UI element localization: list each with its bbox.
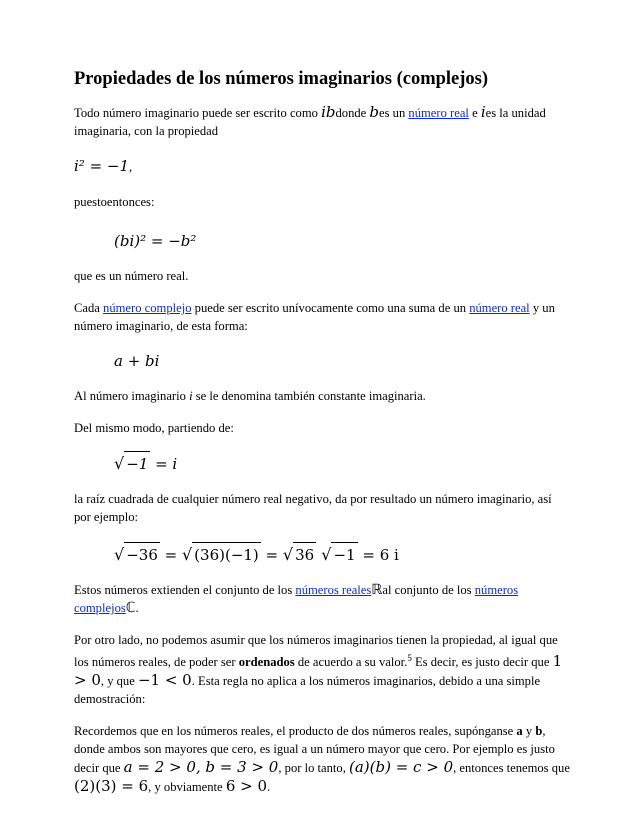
text: y — [522, 724, 536, 739]
text: Recordemos que en los números reales, el producto de dos números reales, supónganse — [74, 724, 517, 739]
equation-sqrt-minus-one — [74, 451, 570, 476]
equation-bi-squared — [74, 225, 570, 253]
text: puede ser escrito unívocamente como una suma de un — [191, 301, 470, 315]
italic-i: i — [189, 389, 193, 403]
math-inline: (a)(b) = c > 0 — [349, 758, 454, 777]
link-numeros-reales[interactable]: números reales — [295, 583, 372, 597]
math-eq: = i — [150, 455, 178, 473]
text: Por otro lado, no podemos asumir que los números imaginarios tienen la propiedad, al igual que los números reales, de poder ser — [74, 633, 558, 670]
bold-ordenados: ordenados — [238, 655, 295, 670]
text: Es decir, es justo decir que — [411, 655, 553, 670]
math-eq: i² = −1 — [74, 157, 130, 175]
link-numero-real[interactable]: número real — [408, 106, 469, 120]
math-inline: −1 < 0 — [137, 671, 192, 690]
text: , donde ambos son mayores que cero, es igual a un número mayor que cero. Por ejemplo es justo decir que — [74, 724, 555, 776]
paragraph-puesto: puestoentonces: — [74, 195, 155, 209]
text: al conjunto de los — [382, 583, 475, 597]
reals-symbol: ℝ — [371, 582, 383, 598]
text: , y obviamente — [148, 780, 226, 795]
text: , por lo tanto, — [278, 761, 349, 776]
math-eq: = — [260, 546, 283, 564]
text: e — [468, 106, 481, 120]
text: , entonces tenemos que — [453, 761, 570, 776]
text: donde — [335, 106, 370, 120]
text: es un — [379, 106, 409, 120]
text: . — [267, 780, 271, 795]
paragraph-real: que es un número real. — [74, 269, 189, 283]
math-eq: = — [159, 546, 182, 564]
link-numeros-complejos[interactable]: números complejos — [74, 583, 519, 615]
text: . Esta regla no aplica a los números imaginarios, debido a una simple demostración: — [74, 674, 541, 707]
math-ib: ib — [321, 103, 336, 121]
text: , y que — [100, 674, 138, 689]
math-eq: (bi)² = −b² — [114, 232, 197, 250]
radicand: −1 — [331, 542, 357, 567]
link-numero-complejo[interactable]: número complejo — [103, 301, 192, 315]
page-title: Propiedades de los números imaginarios (complejos) — [74, 69, 489, 89]
paragraph-constante — [74, 387, 570, 405]
bold-a: a — [516, 724, 523, 739]
complex-symbol: ℂ — [125, 600, 136, 616]
text: Estos números extienden el conjunto de los — [74, 583, 296, 597]
radicand: −1 — [124, 451, 150, 476]
text: Todo número imaginario puede ser escrito como — [74, 106, 322, 120]
paragraph-raiz: la raíz cuadrada de cualquier número real negativo, da por resultado un número imaginario, así por ejemplo: — [74, 492, 552, 524]
text: Cada — [74, 301, 104, 315]
math-inline: 6 > 0 — [225, 777, 268, 796]
text: y un número imaginario, de esta forma: — [74, 301, 555, 333]
text: se le denomina también constante imaginaria. — [192, 389, 426, 403]
paragraph-recordemos — [74, 722, 570, 796]
math-b: b — [369, 103, 380, 121]
sqrt-symbol: √ (36)(−1) — [182, 542, 261, 567]
math-i: i — [480, 103, 486, 121]
link-numero-real-2[interactable]: número real — [469, 301, 530, 315]
math-inline: a = 2 > 0, b = 3 > 0 — [123, 758, 279, 777]
equation-sqrt-minus-36 — [74, 540, 570, 567]
radicand: 36 — [293, 542, 316, 567]
footnote-ref[interactable]: 5 — [407, 653, 412, 663]
paragraph-ordenados — [74, 631, 570, 708]
math-eq: a + bi — [114, 352, 160, 370]
math-inline: 1 > 0 — [74, 652, 563, 690]
paragraph-complejo — [74, 299, 570, 335]
sqrt-symbol: √ −36 — [114, 542, 160, 567]
math-inline: (2)(3) = 6 — [74, 777, 149, 796]
text: , — [129, 160, 133, 174]
sqrt-symbol: √ −1 — [114, 451, 150, 476]
text: . — [135, 601, 139, 615]
paragraph-intro — [74, 103, 570, 140]
sqrt-symbol: √ −1 — [321, 542, 357, 567]
text: Al número imaginario — [74, 389, 190, 403]
paragraph-extienden — [74, 581, 570, 617]
bold-b: b — [535, 724, 543, 739]
radicand: (36)(−1) — [192, 542, 261, 567]
document-page — [74, 68, 570, 810]
equation-a-plus-bi — [74, 349, 570, 373]
equation-i-squared — [74, 154, 570, 179]
math-eq: = 6 i — [357, 546, 399, 564]
text: es la unidad imaginaria, con la propiedad — [74, 106, 546, 138]
text: de acuerdo a su valor. — [294, 655, 408, 670]
paragraph-mismo-modo: Del mismo modo, partiendo de: — [74, 421, 234, 435]
sqrt-symbol: √ 36 — [283, 542, 316, 567]
radicand: −36 — [124, 542, 160, 567]
